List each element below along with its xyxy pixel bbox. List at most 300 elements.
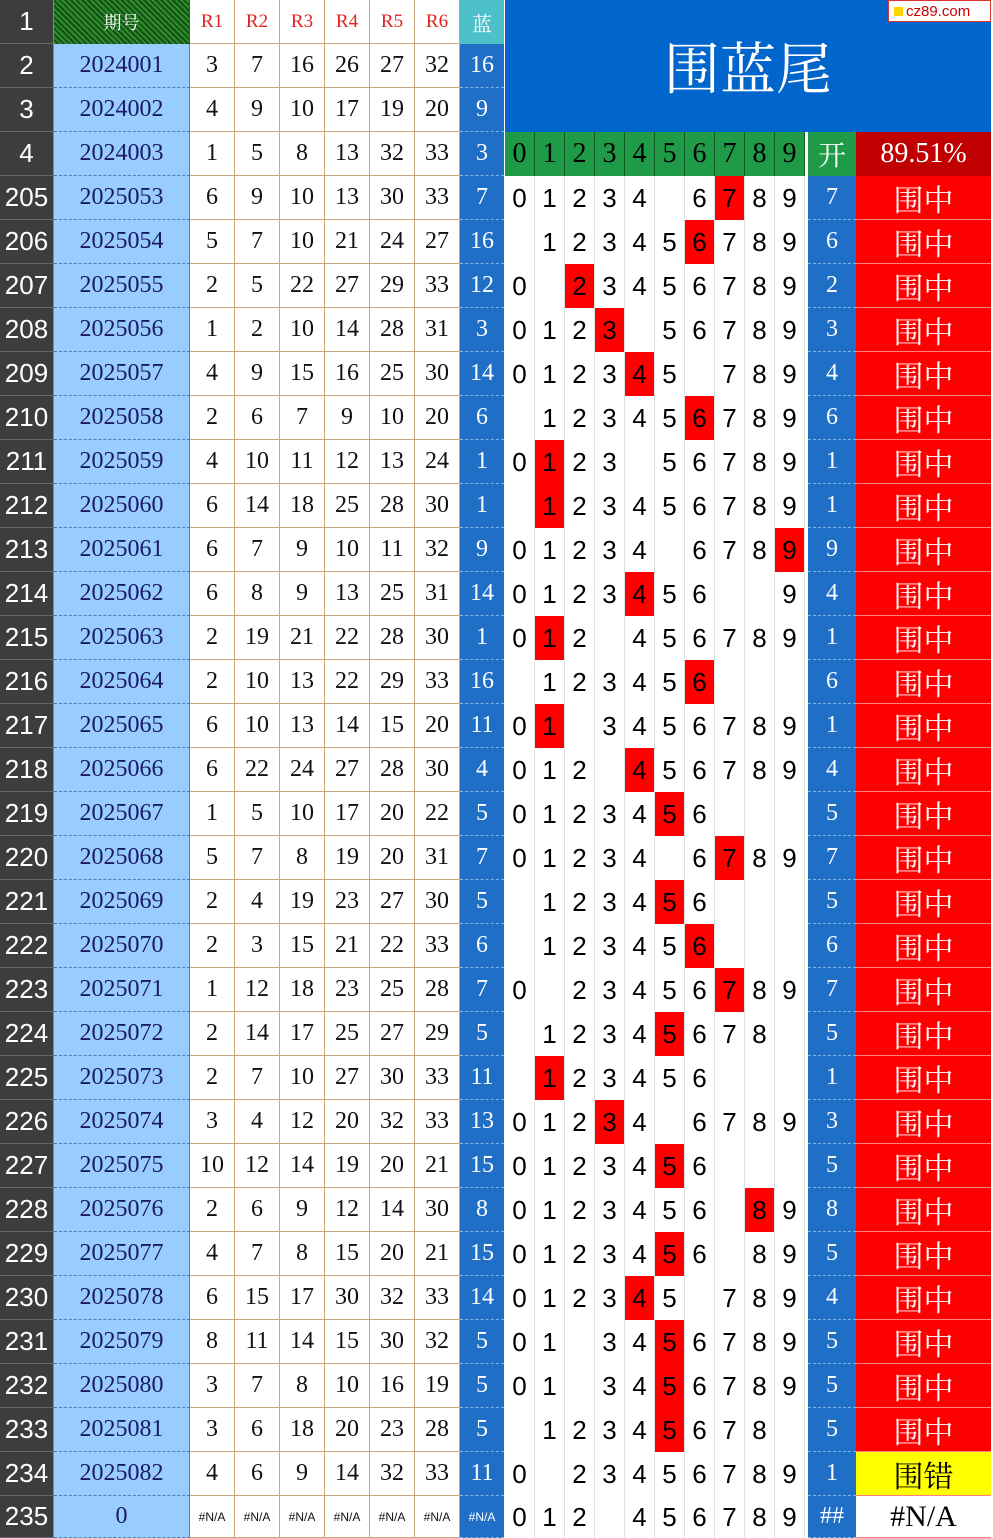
red-ball-cell[interactable]: 6 [235,396,280,440]
red-ball-cell[interactable]: 30 [415,484,460,528]
period-cell[interactable]: 2025055 [54,264,190,308]
digit-cell[interactable]: 6 [685,1452,715,1496]
blue-ball-cell[interactable]: 8 [460,1188,504,1232]
digit-cell[interactable]: 2 [565,440,595,484]
digit-cell[interactable]: 8 [745,1496,775,1538]
red-ball-cell[interactable]: 19 [280,880,325,924]
digit-cell[interactable]: 4 [625,792,655,836]
result-cell[interactable]: 围中 [856,792,991,836]
digit-cell[interactable]: 3 [595,1056,625,1100]
digit-cell[interactable]: 0 [505,528,535,572]
red-ball-cell[interactable]: 3 [190,44,235,88]
digit-cell[interactable] [775,660,805,704]
digit-cell[interactable]: 7 [715,1452,745,1496]
digit-cell[interactable]: 0 [505,1232,535,1276]
red-ball-cell[interactable]: 22 [325,616,370,660]
digit-cell[interactable]: 8 [745,616,775,660]
digit-cell[interactable] [655,1100,685,1144]
row-number[interactable]: 233 [0,1408,54,1452]
row-number[interactable]: 217 [0,704,54,748]
red-ball-cell[interactable]: 22 [415,792,460,836]
digit-cell[interactable]: 7 [715,220,745,264]
digit-cell-hit[interactable]: 5 [655,1012,685,1056]
digit-cell[interactable]: 4 [625,1100,655,1144]
red-ball-cell[interactable]: 20 [415,396,460,440]
row-number[interactable]: 222 [0,924,54,968]
red-ball-cell[interactable]: 17 [280,1276,325,1320]
blue-ball-cell[interactable]: 5 [460,880,504,924]
red-ball-cell[interactable]: 23 [370,1408,415,1452]
period-cell[interactable]: 2025061 [54,528,190,572]
digit-cell[interactable]: 8 [745,528,775,572]
red-ball-cell[interactable]: 10 [280,88,325,132]
digit-cell[interactable]: 0 [505,440,535,484]
digit-cell[interactable]: 3 [595,1012,625,1056]
red-ball-cell[interactable]: 14 [235,484,280,528]
digit-cell-hit[interactable]: 5 [655,1144,685,1188]
digit-cell[interactable]: 8 [745,1232,775,1276]
red-ball-cell[interactable]: 27 [370,44,415,88]
digit-cell[interactable]: 6 [685,836,715,880]
red-ball-cell[interactable]: #N/A [280,1496,325,1538]
row-number[interactable]: 225 [0,1056,54,1100]
result-cell[interactable]: 围中 [856,308,991,352]
red-ball-header[interactable]: R1 [190,0,235,44]
red-ball-cell[interactable]: 4 [235,880,280,924]
digit-cell[interactable]: 5 [655,1056,685,1100]
red-ball-cell[interactable]: 27 [325,264,370,308]
row-number[interactable]: 212 [0,484,54,528]
digit-cell[interactable]: 6 [685,792,715,836]
red-ball-cell[interactable]: 12 [235,1144,280,1188]
open-tail-cell[interactable]: 6 [808,396,856,440]
digit-cell[interactable]: 2 [565,352,595,396]
red-ball-cell[interactable]: 13 [325,176,370,220]
period-cell[interactable]: 2025071 [54,968,190,1012]
blue-ball-cell[interactable]: 6 [460,396,504,440]
digit-cell[interactable]: 1 [535,1320,565,1364]
red-ball-cell[interactable]: 31 [415,836,460,880]
red-ball-cell[interactable]: 6 [235,1188,280,1232]
red-ball-cell[interactable]: 28 [415,1408,460,1452]
red-ball-cell[interactable]: 16 [370,1364,415,1408]
row-number[interactable]: 216 [0,660,54,704]
digit-cell[interactable]: 5 [655,704,685,748]
digit-cell[interactable]: 6 [685,1188,715,1232]
digit-cell[interactable]: 5 [655,968,685,1012]
row-number[interactable]: 235 [0,1496,54,1538]
result-cell[interactable]: 围中 [856,660,991,704]
red-ball-cell[interactable]: 17 [325,88,370,132]
red-ball-cell[interactable]: 10 [280,176,325,220]
result-cell[interactable]: 围中 [856,1408,991,1452]
open-tail-cell[interactable]: 4 [808,572,856,616]
result-cell[interactable]: #N/A [856,1496,991,1538]
digit-cell[interactable]: 3 [595,660,625,704]
digit-cell[interactable]: 2 [565,220,595,264]
red-ball-cell[interactable]: 14 [325,1452,370,1496]
red-ball-cell[interactable]: 25 [370,968,415,1012]
red-ball-cell[interactable]: 22 [370,924,415,968]
open-tail-cell[interactable]: 1 [808,1452,856,1496]
digit-cell[interactable]: 6 [685,968,715,1012]
digit-cell[interactable]: 4 [625,1012,655,1056]
red-ball-cell[interactable]: 6 [190,176,235,220]
digit-cell[interactable] [505,220,535,264]
digit-cell[interactable] [625,308,655,352]
red-ball-cell[interactable]: 27 [370,880,415,924]
red-ball-cell[interactable]: 20 [370,836,415,880]
digit-cell[interactable]: 4 [625,1056,655,1100]
red-ball-cell[interactable]: 4 [190,1232,235,1276]
digit-cell[interactable] [745,572,775,616]
digit-cell[interactable]: 2 [565,1188,595,1232]
red-ball-cell[interactable]: 14 [325,704,370,748]
digit-cell[interactable]: 1 [535,1188,565,1232]
result-cell[interactable]: 围错 [856,1452,991,1496]
digit-cell-hit[interactable]: 7 [715,836,745,880]
period-cell[interactable]: 2025060 [54,484,190,528]
digit-cell-hit[interactable]: 1 [535,704,565,748]
row-number[interactable]: 208 [0,308,54,352]
digit-cell[interactable]: 7 [715,1320,745,1364]
red-ball-cell[interactable]: 16 [325,352,370,396]
digit-cell[interactable]: 6 [685,880,715,924]
digit-cell[interactable]: 2 [565,572,595,616]
digit-cell[interactable]: 5 [655,352,685,396]
result-cell[interactable]: 围中 [856,396,991,440]
red-ball-cell[interactable]: 30 [415,748,460,792]
period-cell[interactable]: 2025057 [54,352,190,396]
digit-cell[interactable]: 6 [685,1408,715,1452]
digit-cell[interactable] [655,528,685,572]
row-number[interactable]: 214 [0,572,54,616]
red-ball-cell[interactable]: 19 [325,1144,370,1188]
red-ball-cell[interactable]: 32 [370,1452,415,1496]
period-cell[interactable]: 2025070 [54,924,190,968]
digit-cell[interactable]: 1 [535,1276,565,1320]
digit-cell-hit[interactable]: 1 [535,484,565,528]
blue-ball-cell[interactable]: 9 [460,88,504,132]
digit-cell[interactable]: 9 [775,1100,805,1144]
row-number[interactable]: 227 [0,1144,54,1188]
digit-cell[interactable] [505,396,535,440]
digit-cell[interactable]: 1 [535,528,565,572]
result-cell[interactable]: 围中 [856,572,991,616]
open-tail-cell[interactable]: 1 [808,484,856,528]
digit-cell[interactable]: 7 [715,1496,745,1538]
digit-cell[interactable]: 4 [625,616,655,660]
digit-cell[interactable]: 5 [655,484,685,528]
digit-cell[interactable]: 0 [505,1276,535,1320]
red-ball-cell[interactable]: 9 [325,396,370,440]
red-ball-cell[interactable]: 11 [370,528,415,572]
digit-cell[interactable] [535,264,565,308]
open-tail-cell[interactable]: 9 [808,528,856,572]
digit-cell[interactable]: 3 [595,1188,625,1232]
digit-cell[interactable] [685,1276,715,1320]
digit-cell[interactable]: 1 [535,748,565,792]
red-ball-cell[interactable]: 11 [280,440,325,484]
period-cell[interactable]: 2025069 [54,880,190,924]
red-ball-cell[interactable]: 14 [280,1320,325,1364]
red-ball-cell[interactable]: 19 [325,836,370,880]
red-ball-cell[interactable]: #N/A [190,1496,235,1538]
red-ball-cell[interactable]: 18 [280,1408,325,1452]
open-tail-cell[interactable]: 4 [808,748,856,792]
period-cell[interactable]: 2024001 [54,44,190,88]
digit-cell[interactable]: 9 [775,1232,805,1276]
red-ball-cell[interactable]: 20 [325,1100,370,1144]
digit-cell[interactable]: 2 [565,836,595,880]
red-ball-cell[interactable]: 25 [325,484,370,528]
row-number[interactable]: 215 [0,616,54,660]
red-ball-cell[interactable]: 7 [235,44,280,88]
red-ball-cell[interactable]: 8 [235,572,280,616]
digit-cell[interactable]: 6 [685,1320,715,1364]
red-ball-cell[interactable]: 10 [235,660,280,704]
digit-cell-hit[interactable]: 3 [595,308,625,352]
digit-cell[interactable]: 0 [505,616,535,660]
red-ball-cell[interactable]: 20 [415,704,460,748]
red-ball-cell[interactable]: 13 [325,572,370,616]
digit-cell[interactable] [655,176,685,220]
period-cell[interactable]: 2025053 [54,176,190,220]
red-ball-cell[interactable]: 19 [235,616,280,660]
open-tail-cell[interactable]: 5 [808,880,856,924]
digit-cell[interactable] [505,880,535,924]
red-ball-cell[interactable]: 24 [370,220,415,264]
digit-cell[interactable]: 7 [715,1100,745,1144]
period-cell[interactable]: 2025063 [54,616,190,660]
red-ball-cell[interactable]: 30 [415,616,460,660]
digit-cell[interactable] [625,440,655,484]
digit-cell[interactable]: 4 [625,1408,655,1452]
digit-cell-hit[interactable]: 4 [625,1276,655,1320]
red-ball-cell[interactable]: 2 [190,1056,235,1100]
digit-cell[interactable]: 9 [775,836,805,880]
period-column-header[interactable]: 期号 [54,0,190,44]
digit-cell[interactable] [775,924,805,968]
digit-cell[interactable] [505,924,535,968]
red-ball-cell[interactable]: 15 [280,924,325,968]
red-ball-cell[interactable]: 30 [415,880,460,924]
digit-cell[interactable]: 2 [565,484,595,528]
digit-cell[interactable]: 0 [505,748,535,792]
digit-cell[interactable]: 8 [745,176,775,220]
red-ball-cell[interactable]: 10 [370,396,415,440]
digit-cell[interactable]: 9 [775,1364,805,1408]
red-ball-cell[interactable]: 3 [235,924,280,968]
blue-ball-cell[interactable]: 7 [460,968,504,1012]
red-ball-cell[interactable]: 2 [190,264,235,308]
digit-cell[interactable]: 9 [775,1496,805,1538]
digit-cell[interactable]: 6 [685,440,715,484]
digit-cell[interactable] [745,924,775,968]
result-cell[interactable]: 围中 [856,968,991,1012]
open-tail-cell[interactable]: 3 [808,308,856,352]
open-tail-cell[interactable]: 1 [808,1056,856,1100]
open-tail-cell[interactable]: 8 [808,1188,856,1232]
digit-cell[interactable] [505,1056,535,1100]
blue-ball-cell[interactable]: 5 [460,1320,504,1364]
digit-cell[interactable]: 3 [595,484,625,528]
red-ball-cell[interactable]: 2 [190,396,235,440]
open-tail-cell[interactable]: 5 [808,1144,856,1188]
red-ball-cell[interactable]: 21 [415,1232,460,1276]
row-number[interactable]: 211 [0,440,54,484]
digit-cell[interactable]: 2 [565,660,595,704]
red-ball-cell[interactable]: 26 [325,44,370,88]
digit-cell[interactable] [565,1364,595,1408]
red-ball-cell[interactable]: 2 [190,1188,235,1232]
row-number[interactable]: 205 [0,176,54,220]
open-tail-cell[interactable]: 7 [808,968,856,1012]
digit-cell[interactable] [745,792,775,836]
red-ball-cell[interactable]: 4 [190,88,235,132]
result-cell[interactable]: 围中 [856,1100,991,1144]
red-ball-cell[interactable]: 1 [190,132,235,176]
digit-cell[interactable]: 6 [685,1232,715,1276]
digit-cell[interactable]: 6 [685,1100,715,1144]
blue-ball-cell[interactable]: 14 [460,1276,504,1320]
digit-cell[interactable]: 0 [505,1364,535,1408]
red-ball-cell[interactable]: 8 [190,1320,235,1364]
period-cell[interactable]: 2025059 [54,440,190,484]
red-ball-cell[interactable]: 8 [280,132,325,176]
digit-cell-hit[interactable]: 5 [655,792,685,836]
digit-cell[interactable]: 1 [535,792,565,836]
digit-cell[interactable]: 9 [775,396,805,440]
digit-cell[interactable]: 0 [505,264,535,308]
digit-cell[interactable]: 5 [655,396,685,440]
red-ball-cell[interactable]: 18 [280,968,325,1012]
blue-ball-cell[interactable]: #N/A [460,1496,504,1538]
result-cell[interactable]: 围中 [856,880,991,924]
red-ball-cell[interactable]: 6 [235,1408,280,1452]
red-ball-cell[interactable]: 25 [370,352,415,396]
digit-cell[interactable]: 0 [505,1452,535,1496]
blue-ball-cell[interactable]: 1 [460,440,504,484]
open-tail-cell[interactable]: 3 [808,1100,856,1144]
digit-cell-hit[interactable]: 6 [685,220,715,264]
digit-cell[interactable]: 5 [655,1188,685,1232]
blue-ball-cell[interactable]: 14 [460,352,504,396]
digit-cell[interactable]: 2 [565,1056,595,1100]
result-cell[interactable]: 围中 [856,440,991,484]
digit-cell[interactable]: 0 [505,1496,535,1538]
period-cell[interactable]: 2025078 [54,1276,190,1320]
digit-cell[interactable] [655,836,685,880]
period-cell[interactable]: 2025077 [54,1232,190,1276]
digit-cell[interactable]: 4 [625,220,655,264]
digit-cell[interactable]: 3 [595,1320,625,1364]
blue-ball-cell[interactable]: 12 [460,264,504,308]
red-ball-header[interactable]: R6 [415,0,460,44]
digit-cell[interactable]: 7 [715,484,745,528]
digit-cell[interactable]: 3 [595,792,625,836]
digit-cell[interactable]: 3 [595,264,625,308]
digit-cell[interactable] [715,1232,745,1276]
red-ball-cell[interactable]: 6 [190,748,235,792]
digit-cell-hit[interactable]: 7 [715,176,745,220]
digit-cell-hit[interactable]: 6 [685,396,715,440]
digit-cell[interactable] [715,1188,745,1232]
blue-ball-cell[interactable]: 5 [460,792,504,836]
red-ball-cell[interactable]: #N/A [370,1496,415,1538]
digit-cell[interactable]: 5 [655,1452,685,1496]
digit-cell[interactable]: 3 [595,1144,625,1188]
digit-cell[interactable]: 8 [745,748,775,792]
open-header[interactable]: 开 [808,132,856,176]
period-cell[interactable]: 0 [54,1496,190,1538]
blue-ball-cell[interactable]: 6 [460,924,504,968]
red-ball-cell[interactable]: 6 [190,704,235,748]
red-ball-cell[interactable]: 17 [325,792,370,836]
row-number[interactable]: 223 [0,968,54,1012]
red-ball-cell[interactable]: 33 [415,1452,460,1496]
digit-cell[interactable] [685,352,715,396]
digit-cell[interactable]: 7 [715,440,745,484]
red-ball-cell[interactable]: 15 [370,704,415,748]
row-number[interactable]: 234 [0,1452,54,1496]
open-tail-cell[interactable]: 5 [808,792,856,836]
period-cell[interactable]: 2025062 [54,572,190,616]
red-ball-cell[interactable]: 25 [370,572,415,616]
blue-ball-cell[interactable]: 3 [460,132,504,176]
digit-cell[interactable]: 0 [505,352,535,396]
digit-cell[interactable] [745,1144,775,1188]
digit-cell[interactable]: 0 [505,1320,535,1364]
red-ball-cell[interactable]: 33 [415,1276,460,1320]
red-ball-cell[interactable]: 7 [280,396,325,440]
red-ball-cell[interactable]: 1 [190,308,235,352]
digit-cell[interactable]: 4 [625,264,655,308]
open-tail-cell[interactable]: 5 [808,1364,856,1408]
digit-cell[interactable]: 9 [775,616,805,660]
period-cell[interactable]: 2025082 [54,1452,190,1496]
digit-cell[interactable]: 0 [505,792,535,836]
digit-cell-hit[interactable]: 8 [745,1188,775,1232]
period-cell[interactable]: 2025064 [54,660,190,704]
digit-cell[interactable]: 2 [565,748,595,792]
digit-cell[interactable]: 5 [655,264,685,308]
blue-ball-cell[interactable]: 5 [460,1408,504,1452]
digit-cell[interactable]: 4 [625,924,655,968]
red-ball-cell[interactable]: 13 [280,704,325,748]
result-cell[interactable]: 围中 [856,1232,991,1276]
digit-cell[interactable] [535,968,565,1012]
digit-cell[interactable]: 1 [535,1496,565,1538]
digit-cell[interactable]: 0 [505,1144,535,1188]
row-number[interactable]: 218 [0,748,54,792]
red-ball-cell[interactable]: 9 [280,528,325,572]
red-ball-cell[interactable]: 20 [415,88,460,132]
digit-cell-hit[interactable]: 5 [655,1320,685,1364]
red-ball-cell[interactable]: 3 [190,1364,235,1408]
red-ball-cell[interactable]: 2 [190,616,235,660]
digit-cell[interactable]: 4 [625,880,655,924]
digit-cell[interactable]: 3 [595,1276,625,1320]
digit-cell-hit[interactable]: 1 [535,440,565,484]
red-ball-cell[interactable]: 12 [280,1100,325,1144]
red-ball-cell[interactable]: 7 [235,528,280,572]
digit-cell[interactable]: 2 [565,1408,595,1452]
digit-cell[interactable]: 3 [595,1232,625,1276]
red-ball-cell[interactable]: 21 [325,220,370,264]
digit-cell[interactable] [535,1452,565,1496]
open-tail-cell[interactable]: 4 [808,1276,856,1320]
